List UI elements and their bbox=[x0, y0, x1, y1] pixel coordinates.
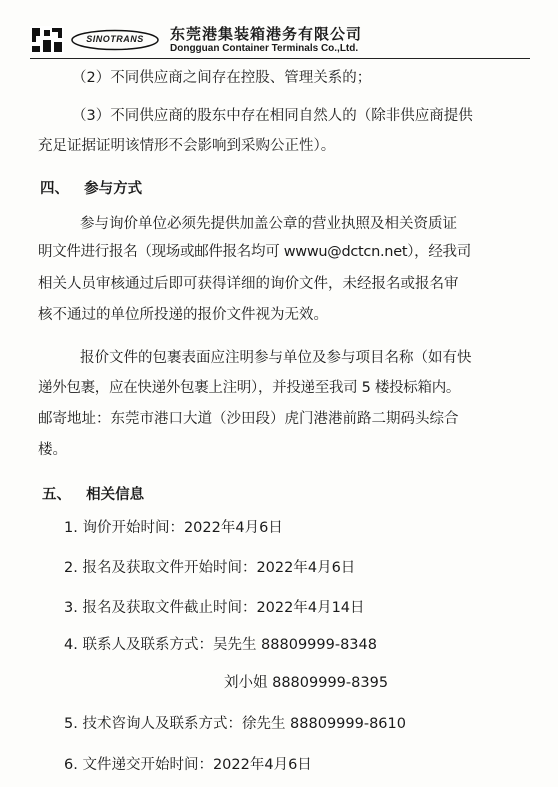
sinotrans-label: SINOTRANS bbox=[86, 34, 144, 44]
company-name-en: Dongguan Container Terminals Co.,Ltd. bbox=[170, 43, 359, 54]
para-1-line-3: 相关人员审核通过后即可获得详细的询价文件，未经报名或报名审 bbox=[38, 276, 459, 292]
clause-2: （2）不同供应商之间存在控股、管理关系的； bbox=[72, 70, 372, 86]
clause-3-line-2: 充足证据证明该情形不会影响到采购公正性）。 bbox=[38, 138, 336, 154]
info-item-3: 3. 报名及获取文件截止时间：2022年4月14日 bbox=[64, 600, 365, 616]
company-name-cn: 东莞港集装箱港务有限公司 bbox=[170, 25, 363, 43]
info-item-1: 1. 询价开始时间：2022年4月6日 bbox=[64, 520, 283, 536]
para-2-line-4: 楼。 bbox=[38, 442, 67, 458]
info-item-5: 5. 技术咨询人及联系方式：徐先生 88809999-8610 bbox=[64, 716, 406, 732]
para-1-line-2: 明文件进行报名（现场或邮件报名均可 wwwu@dctcn.net），经我司 bbox=[38, 244, 471, 260]
info-item-4: 4. 联系人及联系方式：吴先生 88809999-8348 bbox=[64, 637, 377, 653]
info-item-2: 2. 报名及获取文件开始时间：2022年4月6日 bbox=[64, 560, 356, 576]
para-1-line-4: 核不通过的单位所投递的报价文件视为无效。 bbox=[38, 307, 328, 323]
info-item-4-contact-2: 刘小姐 88809999-8395 bbox=[224, 675, 389, 691]
section-4-heading: 四、 参与方式 bbox=[40, 181, 143, 197]
para-2-line-1: 报价文件的包裹表面应注明参与单位及参与项目名称（如有快 bbox=[80, 350, 472, 366]
clause-3-line-1: （3）不同供应商的股东中存在相同自然人的（除非供应商提供 bbox=[72, 108, 473, 124]
para-2-line-2: 递外包裹，应在快递外包裹上注明），并投递至我司 5 楼投标箱内。 bbox=[38, 380, 461, 396]
info-item-6: 6. 文件递交开始时间：2022年4月6日 bbox=[64, 757, 312, 773]
para-2-line-3: 邮寄地址：东莞市港口大道（沙田段）虎门港港前路二期码头综合 bbox=[38, 411, 459, 427]
section-5-heading: 五、 相关信息 bbox=[42, 487, 145, 503]
letterhead bbox=[30, 22, 540, 62]
para-1-line-1: 参与询价单位必须先提供加盖公章的营业执照及相关资质证 bbox=[80, 216, 457, 232]
sinotrans-oval-icon bbox=[70, 29, 160, 51]
company-logo-icon bbox=[30, 26, 64, 54]
header-rule bbox=[30, 58, 530, 59]
